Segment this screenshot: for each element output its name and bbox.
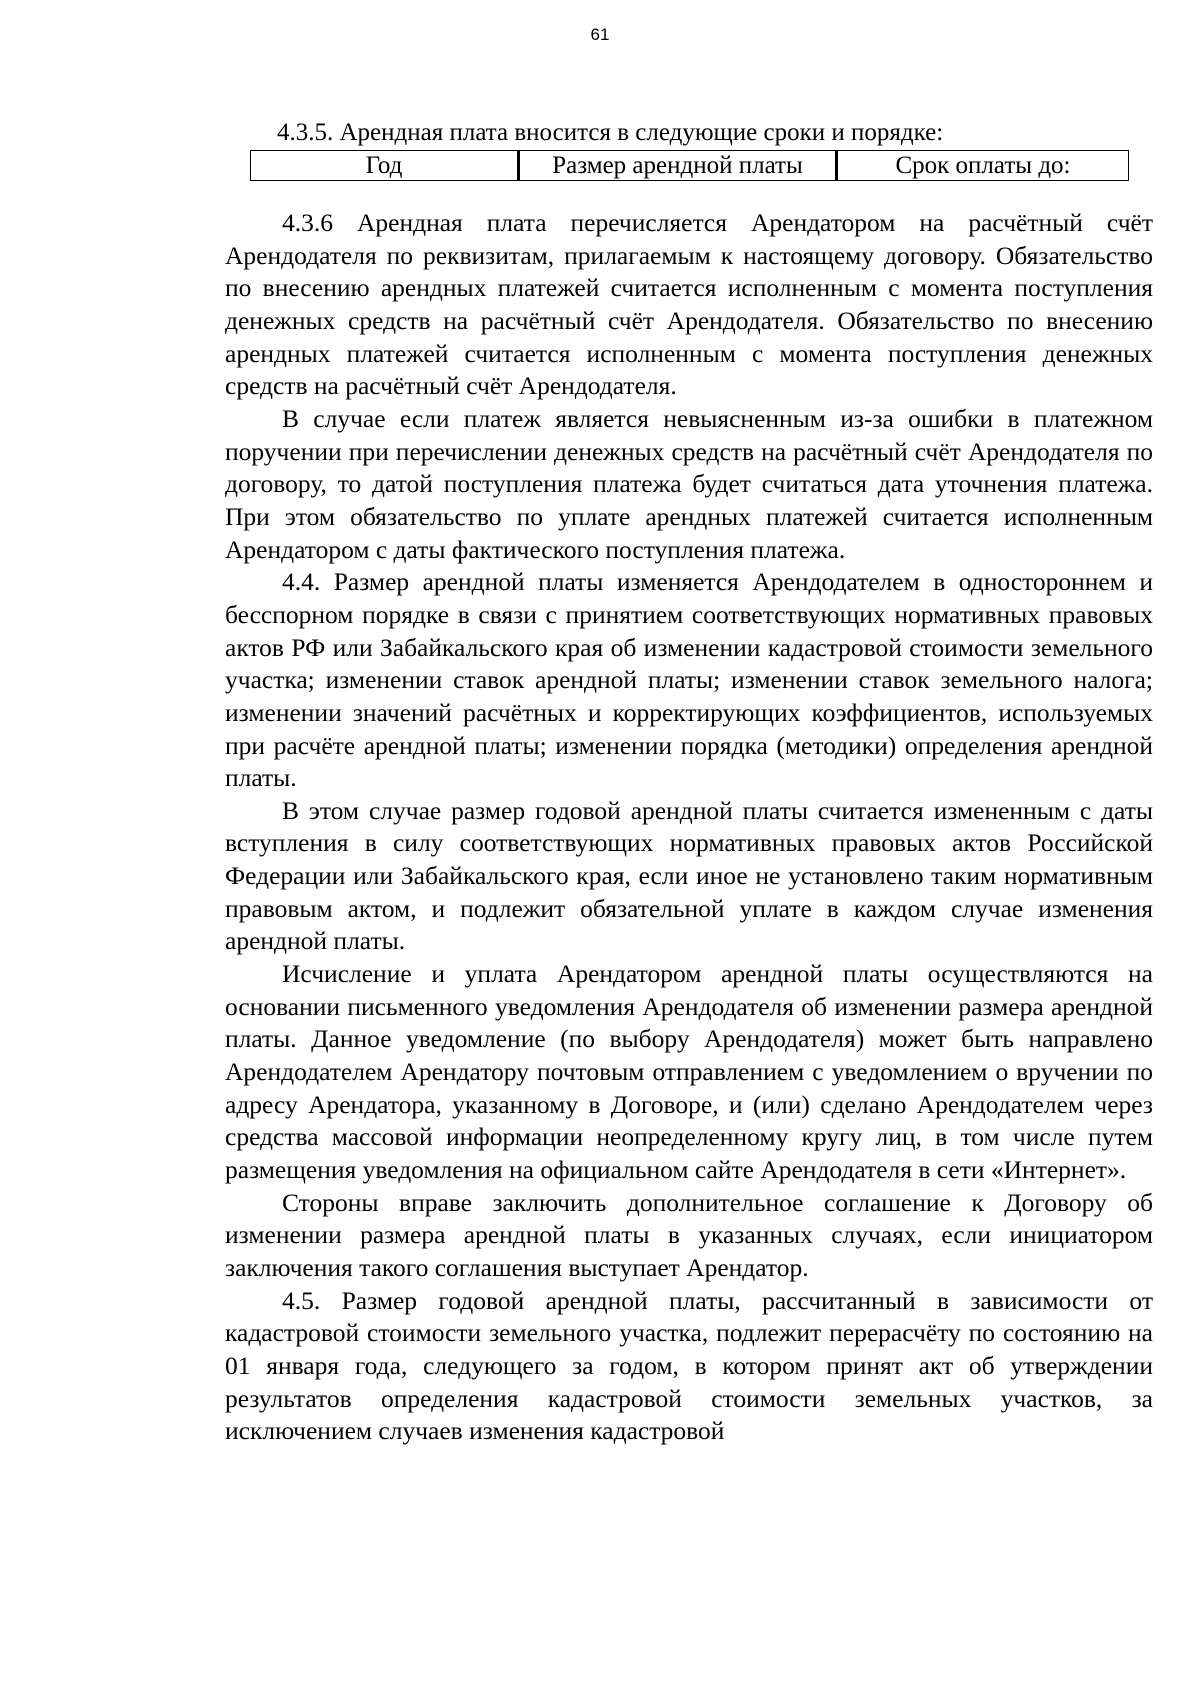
table-header-rent-amount: Размер арендной платы <box>519 151 837 181</box>
paragraph-4-5: 4.5. Размер годовой арендной платы, рассчитанный в зависимости от кадастровой стоимости земельного участка, подлежит перерасчёту по состоянию на 01 января года, следующего за годом, в котором принят акт об утверждении результатов определения кадастровой стоимости земельных участков, за исключением случаев изменения кадастровой <box>225 1285 1153 1446</box>
payment-schedule-table <box>250 150 1129 181</box>
table-header-row <box>251 151 1129 181</box>
paragraph-4-4: 4.4. Размер арендной платы изменяется Арендодателем в одностороннем и бесспорном порядке в связи с принятием соответствующих нормативных правовых актов РФ или Забайкальского края об изменении кадастровой стоимости земельного участка; изменении ставок арендной платы; изменении ставок земельного налога; изменении значений расчётных и корректирующих коэффициентов, используемых при расчёте арендной платы; изменении порядка (методики) определения арендной платы. <box>225 567 1153 793</box>
paragraph-4-3-6: 4.3.6 Арендная плата перечисляется Арендатором на расчётный счёт Арендодателя по реквизитам, прилагаемым к настоящему договору. Обязательство по внесению арендных платежей считается исполненным с момента поступления денежных средств на расчётный счёт Арендодателя. Обязательство по внесению арендных платежей считается исполненным с момента поступления денежных средств на расчётный счёт Арендодателя. <box>225 208 1153 401</box>
document-body <box>225 207 1153 1448</box>
page-number: 61 <box>590 25 610 44</box>
paragraph-additional-agreement: Стороны вправе заключить дополнительное соглашение к Договору об изменении размера арендной платы в указанных случаях, если инициатором заключения такого соглашения выступает Арендатор. <box>225 1187 1153 1282</box>
paragraph-rent-change-date: В этом случае размер годовой арендной платы считается измененным с даты вступления в силу соответствующих нормативных правовых актов Российской Федерации или Забайкальского края, если иное не установлено таким нормативным правовым актом, и подлежит обязательной уплате в каждом случае изменения арендной платы. <box>225 795 1153 956</box>
table-header-year: Год <box>251 151 519 181</box>
paragraph-unidentified-payment: В случае если платеж является невыясненным из-за ошибки в платежном поручении при перечислении денежных средств на расчётный счёт Арендодателя по договору, то датой поступления платежа будет считаться дата уточнения платежа. При этом обязательство по уплате арендных платежей считается исполненным Арендатором с даты фактического поступления платежа. <box>225 403 1153 564</box>
paragraph-notification: Исчисление и уплата Арендатором арендной платы осуществляются на основании письменного уведомления Арендодателя об изменении размера арендной платы. Данное уведомление (по выбору Арендодателя) может быть направлено Арендодателем Арендатору почтовым отправлением с уведомлением о вручении по адресу Арендатора, указанному в Договоре, и (или) сделано Арендодателем через средства массовой информации неопределенному кругу лиц, в том числе путем размещения уведомления на официальном сайте Арендодателя в сети «Интернет». <box>225 959 1153 1185</box>
table-header-payment-deadline: Срок оплаты до: <box>837 151 1129 181</box>
section-heading-4-3-5: 4.3.5. Арендная плата вносится в следующие сроки и порядке: <box>277 119 944 146</box>
